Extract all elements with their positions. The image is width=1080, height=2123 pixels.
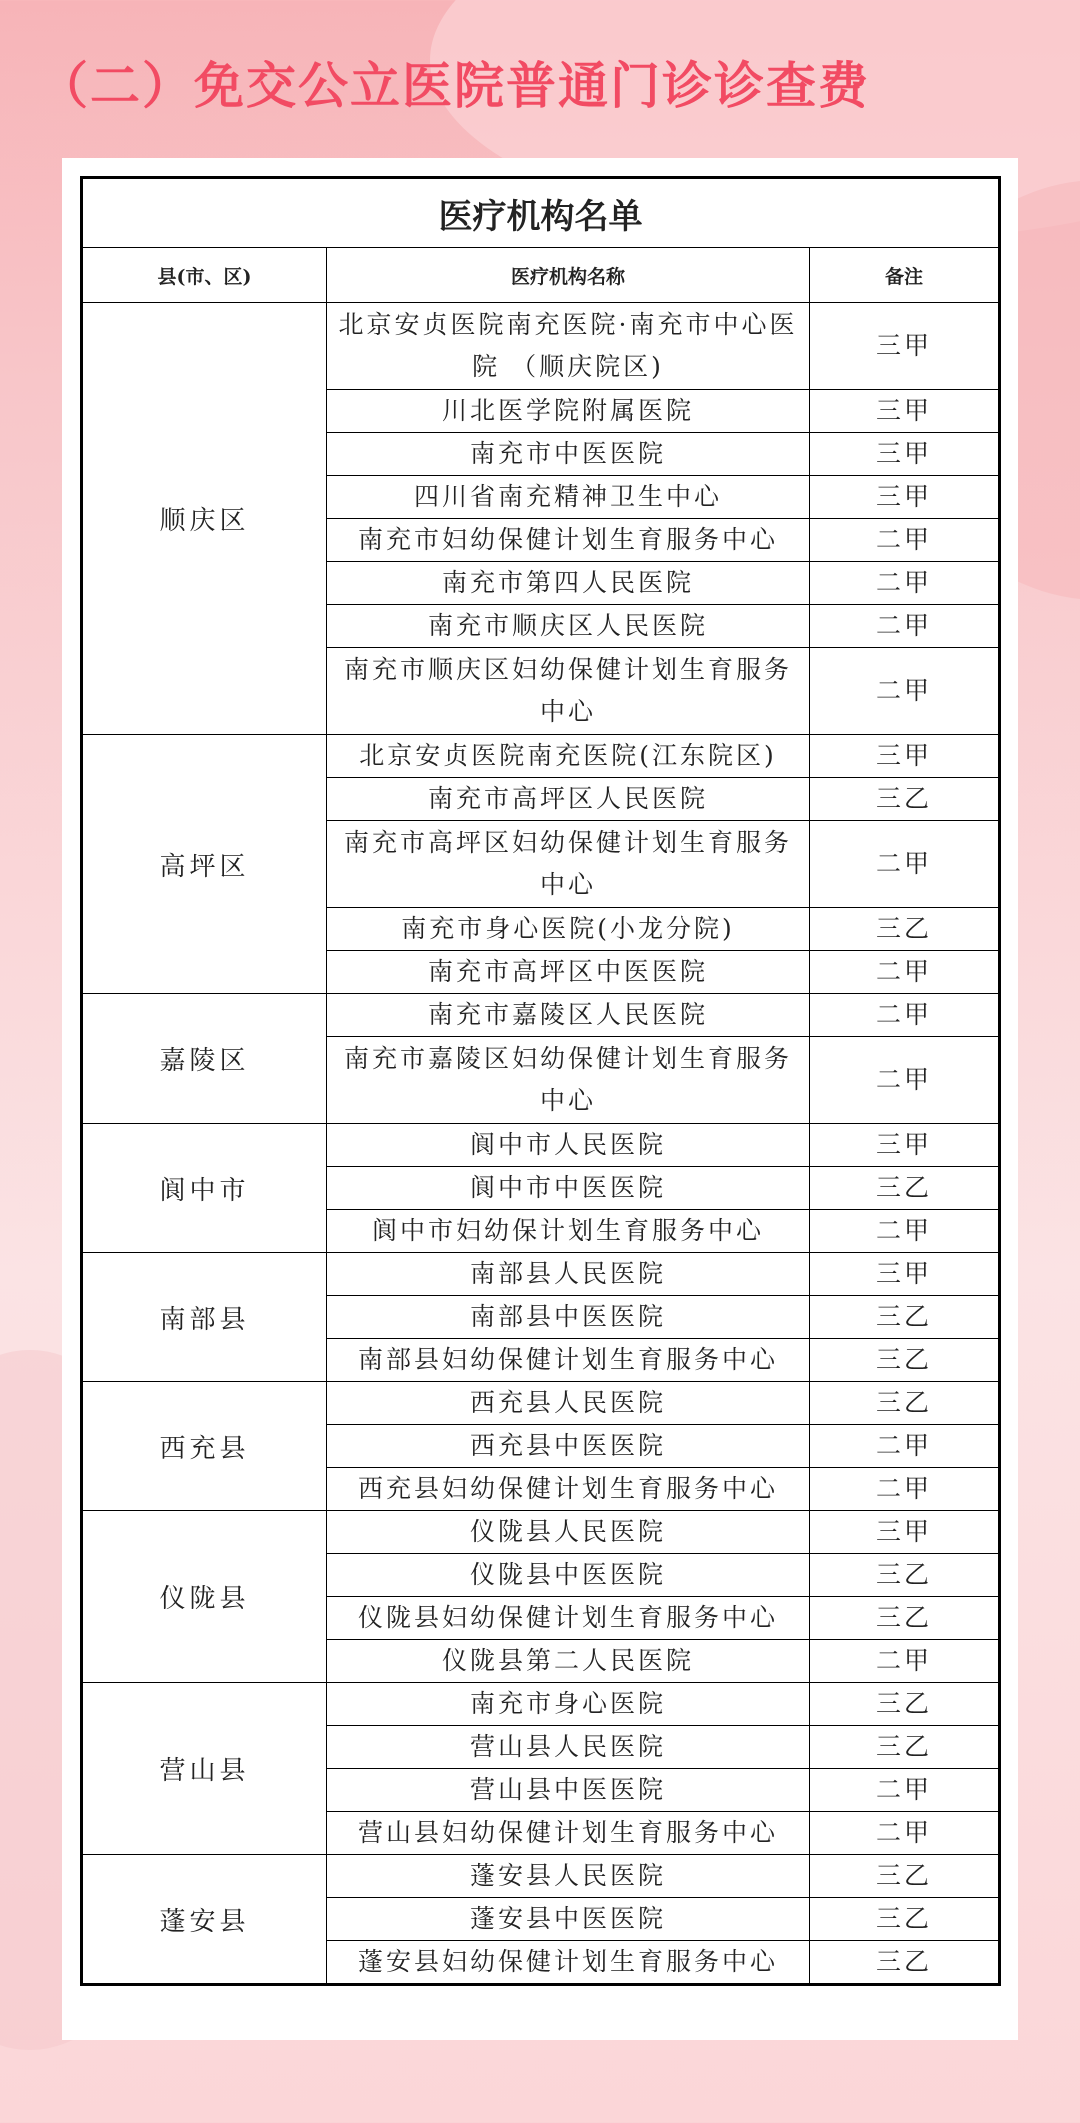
table-row [82,1382,1000,1425]
grade-cell: 三甲 [810,1253,1000,1296]
header-county: 县(市、区) [82,248,327,303]
table-card [62,158,1018,2040]
grade-cell: 二甲 [810,1425,1000,1468]
grade-cell: 三乙 [810,1941,1000,1985]
hospital-name-cell: 南部县中医医院 [327,1296,810,1339]
county-cell: 南部县 [82,1253,327,1382]
grade-cell: 三乙 [810,1855,1000,1898]
grade-cell: 二甲 [810,648,1000,735]
hospital-name-cell: 仪陇县中医医院 [327,1554,810,1597]
grade-cell: 二甲 [810,1037,1000,1124]
hospital-name-cell: 南充市高坪区中医医院 [327,951,810,994]
table-row [82,735,1000,778]
grade-cell: 三乙 [810,1339,1000,1382]
table-row [82,1124,1000,1167]
grade-cell: 三乙 [810,1167,1000,1210]
hospital-name-cell: 阆中市妇幼保计划生育服务中心 [327,1210,810,1253]
table-row [82,303,1000,390]
grade-cell: 三甲 [810,735,1000,778]
hospital-name-cell: 西充县妇幼保健计划生育服务中心 [327,1468,810,1511]
hospital-name-cell: 南充市中医医院 [327,433,810,476]
hospital-name-cell: 仪陇县妇幼保健计划生育服务中心 [327,1597,810,1640]
county-cell: 营山县 [82,1683,327,1855]
hospital-name-cell: 南充市顺庆区妇幼保健计划生育服务中心 [327,648,810,735]
grade-cell: 三乙 [810,1597,1000,1640]
hospital-name-cell: 南充市身心医院(小龙分院) [327,908,810,951]
county-cell: 嘉陵区 [82,994,327,1124]
table-row [82,1511,1000,1554]
grade-cell: 二甲 [810,1769,1000,1812]
table-row [82,1683,1000,1726]
table-row [82,994,1000,1037]
grade-cell: 三乙 [810,1726,1000,1769]
grade-cell: 三乙 [810,1382,1000,1425]
grade-cell: 三乙 [810,1554,1000,1597]
hospital-name-cell: 南充市嘉陵区人民医院 [327,994,810,1037]
grade-cell: 三乙 [810,778,1000,821]
page-title: （二）免交公立医院普通门诊诊查费 [38,57,870,115]
table-row [82,1855,1000,1898]
grade-cell: 二甲 [810,519,1000,562]
grade-cell: 二甲 [810,562,1000,605]
grade-cell: 二甲 [810,1812,1000,1855]
grade-cell: 二甲 [810,821,1000,908]
grade-cell: 三乙 [810,1296,1000,1339]
hospital-name-cell: 西充县中医医院 [327,1425,810,1468]
hospital-name-cell: 西充县人民医院 [327,1382,810,1425]
grade-cell: 三乙 [810,908,1000,951]
hospital-name-cell: 北京安贞医院南充医院(江东院区) [327,735,810,778]
hospital-name-cell: 阆中市中医医院 [327,1167,810,1210]
hospital-name-cell: 南充市身心医院 [327,1683,810,1726]
header-note: 备注 [810,248,1000,303]
hospital-table [80,176,1001,1986]
hospital-name-cell: 南充市顺庆区人民医院 [327,605,810,648]
hospital-name-cell: 南充市第四人民医院 [327,562,810,605]
hospital-name-cell: 仪陇县人民医院 [327,1511,810,1554]
hospital-name-cell: 川北医学院附属医院 [327,390,810,433]
grade-cell: 三甲 [810,1124,1000,1167]
grade-cell: 三甲 [810,433,1000,476]
hospital-name-cell: 南充市嘉陵区妇幼保健计划生育服务中心 [327,1037,810,1124]
county-cell: 西充县 [82,1382,327,1511]
hospital-name-cell: 南充市高坪区人民医院 [327,778,810,821]
grade-cell: 三乙 [810,1683,1000,1726]
hospital-name-cell: 南充市高坪区妇幼保健计划生育服务中心 [327,821,810,908]
county-cell: 高坪区 [82,735,327,994]
grade-cell: 三甲 [810,390,1000,433]
grade-cell: 二甲 [810,994,1000,1037]
grade-cell: 二甲 [810,1640,1000,1683]
county-cell: 顺庆区 [82,303,327,735]
table-body [82,303,1000,1985]
grade-cell: 二甲 [810,605,1000,648]
grade-cell: 三乙 [810,1898,1000,1941]
grade-cell: 二甲 [810,1468,1000,1511]
hospital-name-cell: 蓬安县中医医院 [327,1898,810,1941]
hospital-name-cell: 阆中市人民医院 [327,1124,810,1167]
hospital-name-cell: 四川省南充精神卫生中心 [327,476,810,519]
county-cell: 蓬安县 [82,1855,327,1985]
table-caption: 医疗机构名单 [82,178,1000,248]
hospital-name-cell: 营山县人民医院 [327,1726,810,1769]
hospital-name-cell: 北京安贞医院南充医院·南充市中心医院 （顺庆院区) [327,303,810,390]
hospital-name-cell: 仪陇县第二人民医院 [327,1640,810,1683]
grade-cell: 三甲 [810,476,1000,519]
grade-cell: 三甲 [810,303,1000,390]
hospital-name-cell: 南部县人民医院 [327,1253,810,1296]
grade-cell: 二甲 [810,951,1000,994]
hospital-name-cell: 营山县妇幼保健计划生育服务中心 [327,1812,810,1855]
county-cell: 阆中市 [82,1124,327,1253]
hospital-name-cell: 蓬安县妇幼保健计划生育服务中心 [327,1941,810,1985]
hospital-name-cell: 蓬安县人民医院 [327,1855,810,1898]
grade-cell: 三甲 [810,1511,1000,1554]
county-cell: 仪陇县 [82,1511,327,1683]
grade-cell: 二甲 [810,1210,1000,1253]
table-row [82,1253,1000,1296]
hospital-name-cell: 营山县中医医院 [327,1769,810,1812]
header-name: 医疗机构名称 [327,248,810,303]
hospital-name-cell: 南充市妇幼保健计划生育服务中心 [327,519,810,562]
hospital-name-cell: 南部县妇幼保健计划生育服务中心 [327,1339,810,1382]
